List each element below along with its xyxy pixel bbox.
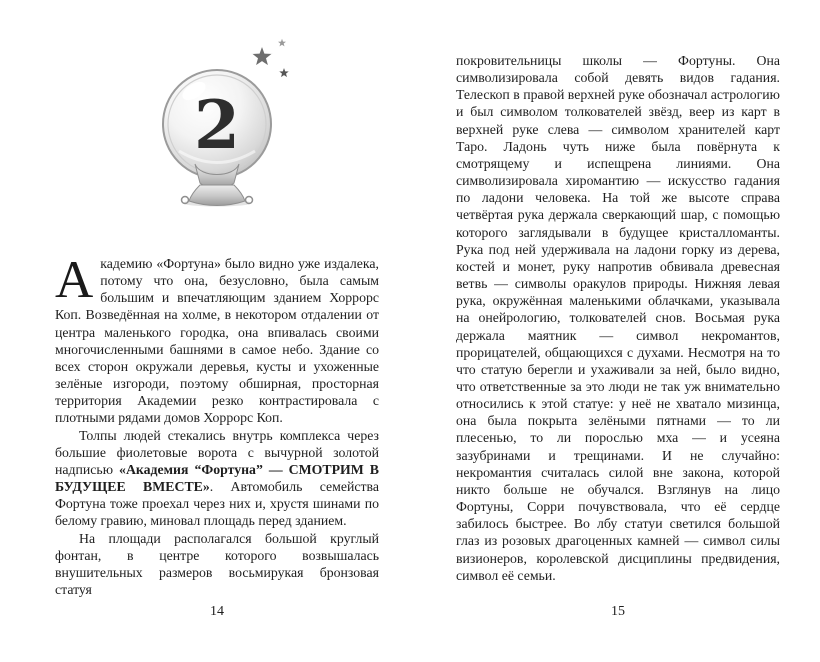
dropcap-letter: А: [55, 251, 94, 309]
paragraph-statue: покровительницы школы — Фортуны. Она символизировала собой девять видов гадания. Телескоп в правой верхней руке обозначал астрологию и был символом толкователей звёзд, веер из карт в верхней руке слева — символом хранителей карт Таро. Ладонь чуть ниже была повёрнута к смотрящему и испещрена линиями. Она символизировала хиромантию — искусство гадания по ладони человека. На той же высоте справа четвёртая рука держала сверкающий шар, с помощью которого заглядывали в будущее кристалломанты. Рука под ней удерживала на ладони горку из дерева, костей и монет, руку напротив обвивала древесная ветвь — символы оракулов природы. Нижняя левая рука, окружённая маленькими облачками, указывала на онейрологию, толкователей снов. Восьмая рука держала маятник — символ некромантов, прорицателей, общающихся с духами. Несмотря на то что статую берегли и ухаживали за ней, было видно, что ответственные за это люди не так уж внимательно относились к этой статуе: у неё не хватало мизинца, она была покрыта зелёными пятнами — то ли плесенью, то ли порослью мха — и усеяна зазубринами и трещинами. И не случайно: некромантия считалась силой вне закона, которой никто больше не обучался. Взглянув на лицо Фортуны, Сорри почувствовала, что её сердце забилось быстрее. Во лбу статуи светился большой глаз из розовых драгоценных камней — символ силы визионеров, королевской дисциплины предвидения, символ её семьи.: [456, 53, 780, 583]
right-text-column: [456, 52, 780, 584]
crystal-ball-icon: [132, 36, 302, 208]
paragraph-fountain: На площади располагался большой круглый фонтан, в центре которого возвышалась внушительных размеров восьмирукая бронзовая статуя: [55, 530, 379, 597]
academy-sign-text: «Академия “Фортуна” — СМОТРИМ В БУДУЩЕЕ ВМЕСТЕ»: [55, 461, 380, 495]
left-text-column: [55, 251, 380, 598]
paragraph-gates: [55, 427, 379, 530]
crystal-ball: [163, 70, 271, 178]
paragraph-opening: [55, 251, 379, 427]
paragraph-opening-text: кадемию «Фортуна» было видно уже издалека, потому что она, безусловно, была самым большим и впечатляющим зданием Хоррорс Коп. Возведённая на холме, в некотором отдалении от центра маленького городка, она впивалась своими многочисленными башнями в самое небо. Здание со всех сторон окружали деревья, кусты и ухоженные зелёные изгороди, поэтому обширная, просторная территория Академии резко контрастировала с плотными рядами домов Хоррорс Коп.: [55, 256, 379, 426]
page-number-right: 15: [611, 604, 625, 619]
chapter-ornament: [55, 36, 379, 213]
gates-text-pre: Толпы людей стекались внутрь комплекса через большие фиолетовые ворота с вычурной золотой надписью: [55, 427, 379, 477]
stars-icon: [251, 39, 291, 79]
page-right: [410, 0, 820, 662]
page-number-left: 14: [210, 604, 224, 619]
chapter-number: 2: [194, 86, 240, 164]
gates-text-post: . Автомобиль семейства Фортуна тоже проехал через них и, хрустя шинами по белому гравию, миновал площадь перед зданием.: [55, 479, 379, 529]
